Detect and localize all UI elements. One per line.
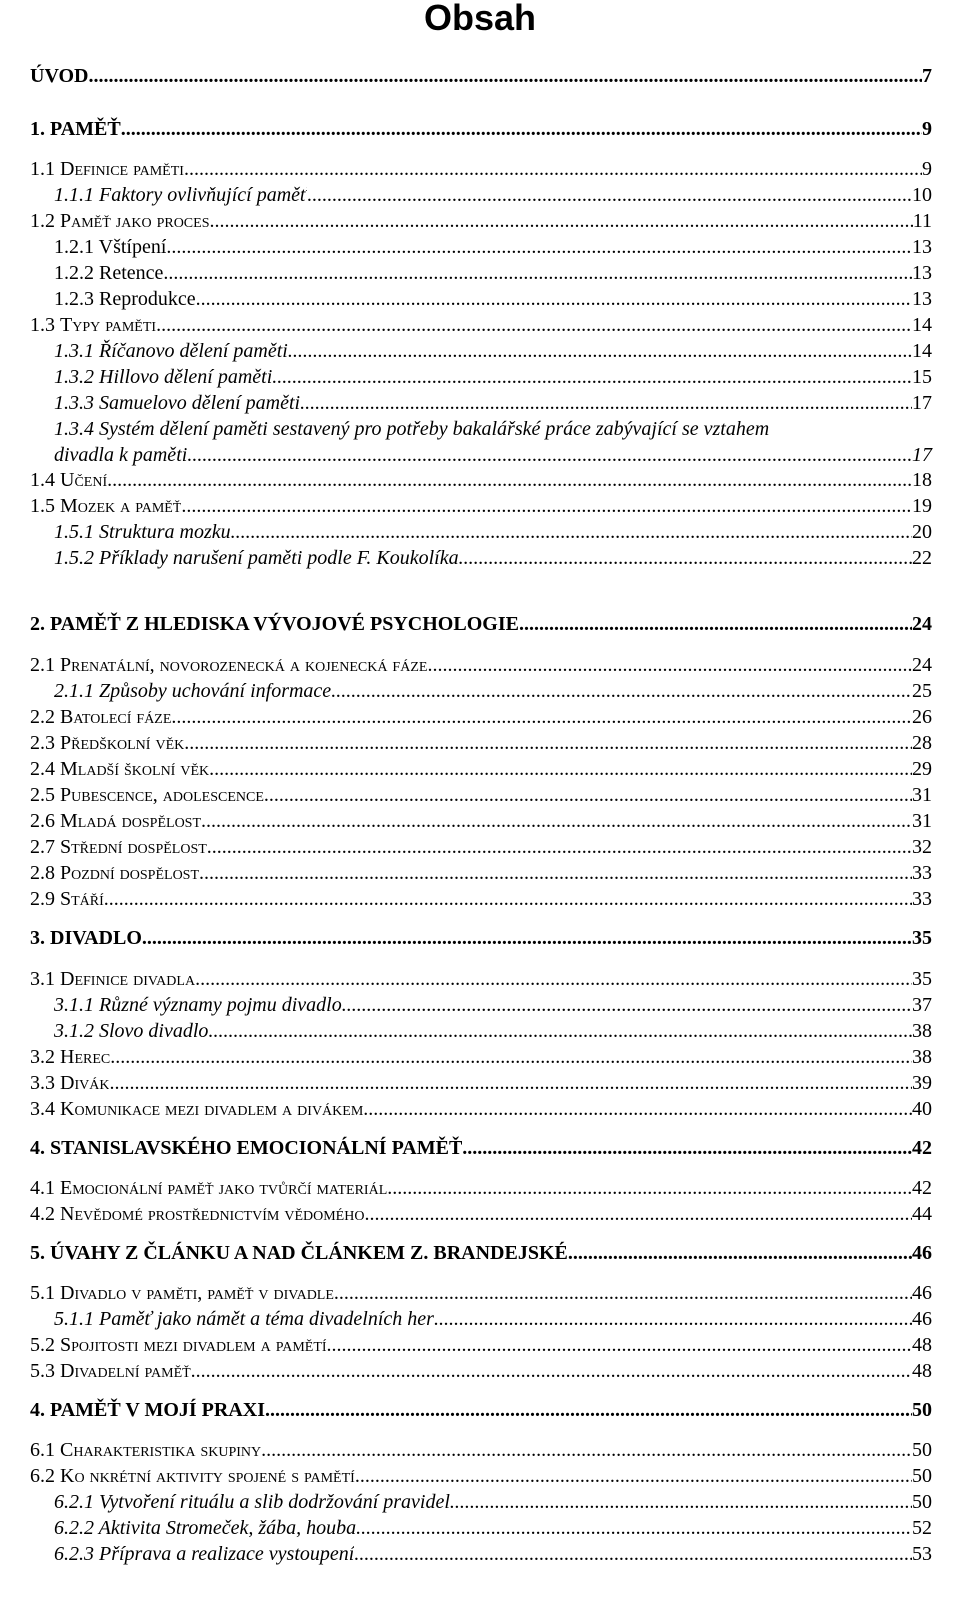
toc-page-number: 28 bbox=[912, 732, 932, 754]
toc-entry[interactable] bbox=[30, 1240, 932, 1266]
toc-entry-number: 3.1 bbox=[30, 968, 60, 990]
toc-entry-text bbox=[30, 782, 264, 808]
toc-page-number: 11 bbox=[912, 210, 932, 232]
toc-entry-text bbox=[30, 1175, 387, 1201]
toc-entry-text: 3.1.1 Různé významy pojmu divadlo bbox=[54, 994, 342, 1016]
toc-entry-text bbox=[30, 312, 156, 338]
toc-entry-text: 3.1.2 Slovo divadlo bbox=[54, 1020, 209, 1042]
toc-entry-number: 2.2 bbox=[30, 706, 60, 728]
toc-entry[interactable] bbox=[30, 1306, 932, 1332]
toc-entry-text bbox=[30, 808, 201, 834]
toc-entry-text-continued: divadla k paměti bbox=[54, 444, 188, 466]
toc-entry[interactable] bbox=[30, 545, 932, 571]
dot-leader bbox=[331, 678, 912, 704]
dot-leader bbox=[364, 1201, 912, 1227]
dot-leader bbox=[171, 704, 912, 730]
toc-entry-text bbox=[30, 886, 104, 912]
toc-page-number: 19 bbox=[912, 495, 932, 517]
toc-entry[interactable] bbox=[30, 756, 932, 782]
toc-page-number: 46 bbox=[912, 1242, 932, 1264]
toc-entry[interactable] bbox=[30, 1437, 932, 1463]
toc-entry-label: Komunikace mezi divadlem a divákem bbox=[60, 1098, 364, 1120]
dot-leader bbox=[207, 834, 912, 860]
toc-entry[interactable] bbox=[30, 1044, 932, 1070]
toc-page-number: 46 bbox=[912, 1282, 932, 1304]
toc-page-number: 22 bbox=[912, 547, 932, 569]
dot-leader bbox=[208, 1018, 912, 1044]
toc-page-number: 35 bbox=[912, 927, 932, 949]
dot-leader bbox=[334, 1280, 912, 1306]
page-title: Obsah bbox=[423, 0, 537, 38]
toc-page-number: 25 bbox=[912, 680, 932, 702]
toc-page-number: 46 bbox=[912, 1308, 932, 1330]
toc-entry[interactable] bbox=[30, 182, 932, 208]
dot-leader bbox=[519, 611, 912, 637]
toc-entry-label: Definice divadla bbox=[60, 968, 196, 990]
dot-leader bbox=[89, 63, 923, 89]
toc-entry-text: 1.5.1 Struktura mozku bbox=[54, 521, 231, 543]
dot-leader bbox=[166, 234, 912, 260]
toc-entry[interactable] bbox=[30, 1201, 932, 1227]
toc-page-number: 50 bbox=[912, 1491, 932, 1513]
toc-entry-text bbox=[30, 860, 199, 886]
toc-entry-label: Divák bbox=[60, 1072, 110, 1094]
toc-entry[interactable] bbox=[30, 1463, 932, 1489]
dot-leader bbox=[187, 442, 912, 468]
toc-entry[interactable] bbox=[30, 390, 932, 416]
toc-entry-text: 5.1.1 Paměť jako námět a téma divadelních her bbox=[54, 1308, 434, 1330]
dot-leader bbox=[199, 860, 912, 886]
toc-page-number: 14 bbox=[912, 340, 932, 362]
toc-page-number: 39 bbox=[912, 1072, 932, 1094]
toc-page-number: 13 bbox=[912, 262, 932, 284]
toc-entry-number: 5.2 bbox=[30, 1334, 60, 1356]
toc-entry-text bbox=[30, 834, 207, 860]
toc-entry[interactable] bbox=[30, 208, 932, 234]
toc-entry-wrapped[interactable] bbox=[54, 416, 932, 468]
toc-entry-text: 1.2.1 Vštípení bbox=[54, 236, 167, 258]
toc-entry-number: 5.3 bbox=[30, 1360, 60, 1382]
toc-entry-number: 1.1 bbox=[30, 158, 60, 180]
dot-leader bbox=[209, 208, 912, 234]
toc-page-number: 24 bbox=[912, 654, 932, 676]
toc-entry-number: 2.6 bbox=[30, 810, 60, 832]
dot-leader bbox=[196, 286, 912, 312]
toc-entry-number: 2.7 bbox=[30, 836, 60, 858]
toc-entry-label: Paměť jako proces bbox=[60, 210, 210, 232]
toc-entry-number: 1.4 bbox=[30, 469, 60, 491]
toc-entry-number: 2.8 bbox=[30, 862, 60, 884]
dot-leader bbox=[387, 1175, 912, 1201]
toc-entry[interactable] bbox=[30, 1070, 932, 1096]
toc-entry[interactable] bbox=[30, 1397, 932, 1423]
toc-entry-text: 3. DIVADLO bbox=[30, 927, 142, 949]
toc-entry-label: Typy paměti bbox=[60, 314, 157, 336]
dot-leader bbox=[363, 1096, 912, 1122]
toc-entry-text: 5. ÚVAHY Z ČLÁNKU A NAD ČLÁNKEM Z. BRANDEJSKÉ bbox=[30, 1242, 568, 1264]
toc-entry-label: Mladší školní věk bbox=[60, 758, 210, 780]
toc-entry-text: 2.1.1 Způsoby uchování informace bbox=[54, 680, 332, 702]
toc-entry[interactable] bbox=[30, 493, 932, 519]
toc-entry[interactable] bbox=[30, 966, 932, 992]
toc-page-number: 44 bbox=[912, 1203, 932, 1225]
toc-page-number: 35 bbox=[912, 968, 932, 990]
dot-leader bbox=[264, 782, 912, 808]
toc-page-number: 13 bbox=[912, 288, 932, 310]
dot-leader bbox=[261, 1437, 912, 1463]
toc-entry-text: 6.2.3 Příprava a realizace vystoupení bbox=[54, 1543, 355, 1565]
toc-entry-number: 3.2 bbox=[30, 1046, 60, 1068]
toc-entry-text bbox=[30, 1044, 110, 1070]
toc-entry[interactable] bbox=[30, 1489, 932, 1515]
toc-entry-text bbox=[30, 652, 427, 678]
toc-page-number: 42 bbox=[912, 1177, 932, 1199]
toc-entry-text bbox=[30, 704, 171, 730]
toc-entry-label: Nevědomé prostřednictvím vědomého bbox=[60, 1203, 365, 1225]
toc-entry-text: 1.3.3 Samuelovo dělení paměti bbox=[54, 392, 301, 414]
toc-entry[interactable] bbox=[30, 234, 932, 260]
toc-entry-text bbox=[30, 730, 184, 756]
dot-leader bbox=[195, 966, 912, 992]
toc-entry-text bbox=[30, 1358, 191, 1384]
toc-page-number: 33 bbox=[912, 862, 932, 884]
toc-entry-label: Prenatální, novorozenecká a kojenecká fáze bbox=[60, 654, 428, 676]
dot-leader bbox=[327, 1332, 912, 1358]
toc-entry-text bbox=[30, 1070, 109, 1096]
dot-leader bbox=[288, 338, 912, 364]
toc-entry[interactable] bbox=[30, 1175, 932, 1201]
toc-entry[interactable] bbox=[30, 886, 932, 912]
toc-entry-text: ÚVOD bbox=[30, 65, 89, 87]
toc-entry[interactable] bbox=[30, 312, 932, 338]
dot-leader bbox=[184, 156, 922, 182]
toc-entry[interactable] bbox=[30, 286, 932, 312]
toc-page-number: 42 bbox=[912, 1137, 932, 1159]
toc-page-number: 10 bbox=[912, 184, 932, 206]
toc-entry[interactable] bbox=[30, 116, 932, 142]
toc-entry-label: Ko nkrétní aktivity spojené s pamětí bbox=[60, 1465, 355, 1487]
toc-entry[interactable] bbox=[30, 834, 932, 860]
toc-page-number: 13 bbox=[912, 236, 932, 258]
toc-entry[interactable] bbox=[30, 860, 932, 886]
toc-entry-label: Pubescence, adolescence bbox=[60, 784, 264, 806]
toc-page-number: 48 bbox=[912, 1334, 932, 1356]
toc-entry-text: 1.2.2 Retence bbox=[54, 262, 164, 284]
toc-page-number: 17 bbox=[912, 444, 932, 466]
toc-entry-text: 1.2.3 Reprodukce bbox=[54, 288, 196, 310]
toc-page-number: 29 bbox=[912, 758, 932, 780]
toc-entry[interactable] bbox=[30, 1358, 932, 1384]
dot-leader bbox=[209, 756, 912, 782]
dot-leader bbox=[450, 1489, 912, 1515]
toc-entry-label: Definice paměti bbox=[60, 158, 184, 180]
toc-page-number: 50 bbox=[912, 1439, 932, 1461]
toc-entry-text: 1.3.2 Hillovo dělení paměti bbox=[54, 366, 273, 388]
toc-entry-text bbox=[30, 467, 107, 493]
dot-leader bbox=[427, 652, 912, 678]
toc-entry[interactable] bbox=[30, 1018, 932, 1044]
toc-entry[interactable] bbox=[30, 808, 932, 834]
dot-leader bbox=[181, 493, 912, 519]
dot-leader bbox=[568, 1240, 912, 1266]
toc-entry-text: 4. PAMĚŤ V MOJÍ PRAXI bbox=[30, 1399, 265, 1421]
toc-entry-text bbox=[30, 1201, 364, 1227]
toc-page-number: 24 bbox=[912, 613, 932, 635]
dot-leader bbox=[142, 925, 912, 951]
toc-entry[interactable] bbox=[30, 730, 932, 756]
toc-page-number: 50 bbox=[912, 1399, 932, 1421]
toc-entry-text: 4. STANISLAVSKÉHO EMOCIONÁLNÍ PAMĚŤ bbox=[30, 1137, 463, 1159]
toc-entry-text bbox=[30, 493, 181, 519]
toc-entry-label: Pozdní dospělost bbox=[60, 862, 200, 884]
dot-leader bbox=[356, 1515, 912, 1541]
toc-page-number: 31 bbox=[912, 810, 932, 832]
toc-entry-label: Batolecí fáze bbox=[60, 706, 172, 728]
toc-entry-number: 2.4 bbox=[30, 758, 60, 780]
toc-entry-number: 6.2 bbox=[30, 1465, 60, 1487]
toc-page-number: 52 bbox=[912, 1517, 932, 1539]
toc-entry[interactable] bbox=[30, 1541, 932, 1567]
dot-leader bbox=[342, 992, 912, 1018]
toc-page-number: 18 bbox=[912, 469, 932, 491]
toc-entry[interactable] bbox=[30, 467, 932, 493]
dot-leader bbox=[354, 1541, 912, 1567]
toc-entry-text: 1.3.4 Systém dělení paměti sestavený pro potřeby bakalářské práce zabývající se vztahem bbox=[54, 418, 770, 440]
toc-entry-number: 1.5 bbox=[30, 495, 60, 517]
toc-entry-label: Předškolní věk bbox=[60, 732, 185, 754]
toc-entry-number: 2.9 bbox=[30, 888, 60, 910]
toc-entry-number: 2.1 bbox=[30, 654, 60, 676]
toc-page-number: 40 bbox=[912, 1098, 932, 1120]
dot-leader bbox=[272, 364, 912, 390]
toc-entry-number: 4.2 bbox=[30, 1203, 60, 1225]
toc-entry[interactable] bbox=[30, 519, 932, 545]
toc-entry[interactable] bbox=[30, 1515, 932, 1541]
dot-leader bbox=[434, 1306, 912, 1332]
toc-page-number: 7 bbox=[922, 65, 932, 87]
toc-page-number: 38 bbox=[912, 1046, 932, 1068]
toc-page-number: 26 bbox=[912, 706, 932, 728]
toc-entry[interactable] bbox=[30, 156, 932, 182]
toc-entry-text bbox=[30, 208, 209, 234]
toc-entry-number: 2.5 bbox=[30, 784, 60, 806]
toc-entry[interactable] bbox=[30, 1096, 932, 1122]
dot-leader bbox=[265, 1397, 912, 1423]
dot-leader bbox=[107, 467, 912, 493]
toc-entry-text: 6.2.1 Vytvoření rituálu a slib dodržování pravidel bbox=[54, 1491, 450, 1513]
toc-entry-text bbox=[30, 1280, 334, 1306]
toc-entry[interactable] bbox=[30, 992, 932, 1018]
toc-entry-text: 2. PAMĚŤ Z HLEDISKA VÝVOJOVÉ PSYCHOLOGIE bbox=[30, 613, 519, 635]
toc-page-number: 14 bbox=[912, 314, 932, 336]
dot-leader bbox=[191, 1358, 912, 1384]
toc-entry-text: 1.1.1 Faktory ovlivňující paměť bbox=[54, 184, 308, 206]
dot-leader bbox=[109, 1070, 912, 1096]
toc-entry-text: 6.2.2 Aktivita Stromeček, žába, houba bbox=[54, 1517, 357, 1539]
toc-page-number: 31 bbox=[912, 784, 932, 806]
toc-entry[interactable] bbox=[30, 611, 932, 637]
toc-entry[interactable] bbox=[30, 260, 932, 286]
toc-entry-label: Mladá dospělost bbox=[60, 810, 202, 832]
toc-entry-text bbox=[30, 966, 195, 992]
toc-entry[interactable] bbox=[30, 338, 932, 364]
toc-entry-text: 1.3.1 Říčanovo dělení paměti bbox=[54, 340, 288, 362]
toc-entry-label: Stáří bbox=[60, 888, 104, 910]
toc-entry[interactable] bbox=[30, 1280, 932, 1306]
toc-entry-text bbox=[30, 1096, 363, 1122]
toc-page-number: 9 bbox=[922, 158, 932, 180]
dot-leader bbox=[121, 116, 922, 142]
toc-entry[interactable] bbox=[30, 652, 932, 678]
toc-entry[interactable] bbox=[30, 925, 932, 951]
toc-page-number: 50 bbox=[912, 1465, 932, 1487]
toc-entry-number: 4.1 bbox=[30, 1177, 60, 1199]
toc-entry-label: Spojitosti mezi divadlem a pamětí bbox=[60, 1334, 327, 1356]
toc-entry-number: 1.3 bbox=[30, 314, 60, 336]
toc-entry-text bbox=[30, 1463, 355, 1489]
toc-entry-text bbox=[30, 756, 209, 782]
toc-page-number: 32 bbox=[912, 836, 932, 858]
toc-entry[interactable] bbox=[30, 704, 932, 730]
dot-leader bbox=[104, 886, 912, 912]
toc-entry-label: Střední dospělost bbox=[60, 836, 207, 858]
toc-entry-text: 1.5.2 Příklady narušení paměti podle F. Koukolíka bbox=[54, 547, 459, 569]
toc-entry-text bbox=[30, 1332, 327, 1358]
toc-entry-number: 1.2 bbox=[30, 210, 60, 232]
toc-page-number: 38 bbox=[912, 1020, 932, 1042]
toc-entry-text bbox=[30, 156, 184, 182]
dot-leader bbox=[459, 545, 912, 571]
toc-entry-text bbox=[30, 1437, 261, 1463]
toc-entry-label: Charakteristika skupiny bbox=[60, 1439, 262, 1461]
toc-entry[interactable] bbox=[30, 364, 932, 390]
dot-leader bbox=[163, 260, 912, 286]
toc-entry[interactable] bbox=[30, 678, 932, 704]
toc-entry[interactable] bbox=[30, 1332, 932, 1358]
toc-entry-text: 1. PAMĚŤ bbox=[30, 118, 121, 140]
toc-page-number: 48 bbox=[912, 1360, 932, 1382]
toc-page-number: 20 bbox=[912, 521, 932, 543]
toc-page-number: 33 bbox=[912, 888, 932, 910]
dot-leader bbox=[300, 390, 912, 416]
toc-entry-label: Divadlo v paměti, paměť v divadle bbox=[60, 1282, 334, 1304]
toc-entry-number: 6.1 bbox=[30, 1439, 60, 1461]
toc-entry-number: 3.4 bbox=[30, 1098, 60, 1120]
toc-entry[interactable] bbox=[30, 63, 932, 89]
toc-entry-number: 5.1 bbox=[30, 1282, 60, 1304]
dot-leader bbox=[184, 730, 912, 756]
toc-entry-label: Emocionální paměť jako tvůrčí materiál bbox=[60, 1177, 388, 1199]
dot-leader bbox=[156, 312, 912, 338]
dot-leader bbox=[307, 182, 912, 208]
toc-entry-label: Mozek a paměť bbox=[60, 495, 182, 517]
dot-leader bbox=[462, 1135, 912, 1161]
dot-leader bbox=[110, 1044, 912, 1070]
toc-entry-label: Divadelní paměť bbox=[60, 1360, 191, 1382]
toc-page-number: 17 bbox=[912, 392, 932, 414]
dot-leader bbox=[231, 519, 912, 545]
toc-page-number: 37 bbox=[912, 994, 932, 1016]
toc-entry[interactable] bbox=[30, 782, 932, 808]
dot-leader bbox=[355, 1463, 912, 1489]
toc-page-number: 9 bbox=[922, 118, 932, 140]
dot-leader bbox=[201, 808, 912, 834]
toc-entry-number: 2.3 bbox=[30, 732, 60, 754]
toc-entry-number: 3.3 bbox=[30, 1072, 60, 1094]
toc-page-number: 53 bbox=[912, 1543, 932, 1565]
toc-entry[interactable] bbox=[30, 1135, 932, 1161]
toc-entry-label: Učení bbox=[60, 469, 108, 491]
toc-page-number: 15 bbox=[912, 366, 932, 388]
toc-entry-label: Herec bbox=[60, 1046, 111, 1068]
